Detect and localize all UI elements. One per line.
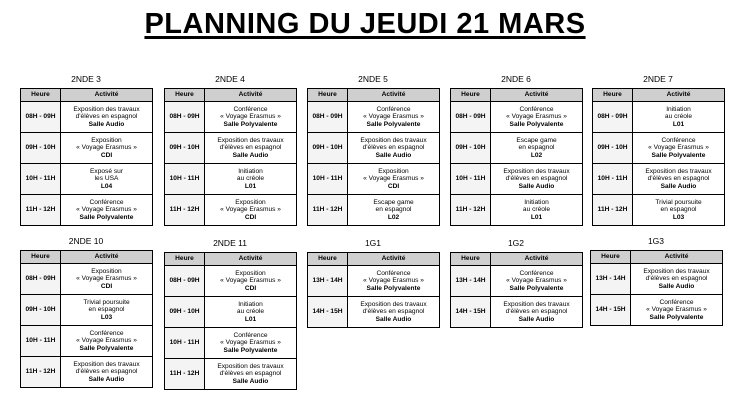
- activity-line: « Voyage Erasmus »: [648, 144, 709, 152]
- activity-room: L01: [530, 213, 543, 221]
- activity-line: Conférence: [376, 105, 411, 113]
- activity-cell: [491, 102, 583, 133]
- table-row: [21, 264, 153, 295]
- activity-cell: [205, 102, 297, 133]
- activity-line: Conférence: [89, 329, 124, 337]
- class-name: 2NDE 6: [501, 74, 531, 84]
- activity-cell: [61, 326, 153, 357]
- table-header-row: [308, 89, 440, 102]
- table-row: [21, 295, 153, 326]
- activity-line: Conférence: [519, 269, 554, 277]
- table-header-row: [451, 89, 583, 102]
- table-row: [593, 164, 725, 195]
- activity-cell: [631, 295, 723, 326]
- activity-room: Salle Audio: [88, 120, 125, 128]
- activity-line: « Voyage Erasmus »: [220, 206, 281, 214]
- schedule-table: [307, 88, 440, 226]
- activity-room: L02: [387, 213, 400, 221]
- time-slot: 09H - 10H: [308, 133, 348, 164]
- activity-line: « Voyage Erasmus »: [363, 277, 424, 285]
- time-slot: 14H - 15H: [591, 295, 631, 326]
- table-row: [591, 295, 723, 326]
- activity-room: L01: [244, 315, 257, 323]
- activity-line: en espagnol: [660, 206, 697, 214]
- activity-line: Conférence: [519, 105, 554, 113]
- table-header-row: [21, 89, 153, 102]
- activity-line: « Voyage Erasmus »: [363, 113, 424, 121]
- time-slot: 09H - 10H: [451, 133, 491, 164]
- activity-line: en espagnol: [518, 144, 555, 152]
- schedule-table: [450, 252, 583, 328]
- time-slot: 14H - 15H: [451, 297, 491, 328]
- activity-line: d'élèves en espagnol: [75, 368, 138, 376]
- time-slot: 09H - 10H: [165, 133, 205, 164]
- column-header-activite: Activité: [633, 89, 725, 102]
- activity-line: Exposition: [91, 136, 122, 144]
- table-row: [21, 357, 153, 388]
- time-slot: 08H - 09H: [308, 102, 348, 133]
- time-slot: 10H - 11H: [21, 164, 61, 195]
- activity-cell: [205, 297, 297, 328]
- activity-cell: [491, 164, 583, 195]
- schedule-table: [307, 252, 440, 328]
- activity-line: Exposition des travaux: [360, 136, 427, 144]
- table-header-row: [165, 89, 297, 102]
- activity-room: Salle Audio: [660, 182, 697, 190]
- class-name: 2NDE 11: [213, 238, 247, 248]
- activity-room: Salle Polyvalente: [79, 344, 134, 352]
- time-slot: 10H - 11H: [165, 328, 205, 359]
- activity-room: Salle Polyvalente: [223, 120, 278, 128]
- activity-cell: [633, 133, 725, 164]
- column-header-heure: Heure: [591, 251, 631, 264]
- activity-cell: [633, 164, 725, 195]
- column-header-heure: Heure: [21, 89, 61, 102]
- table-row: [165, 102, 297, 133]
- schedule-table: [20, 88, 153, 226]
- activity-line: Conférence: [233, 105, 268, 113]
- class-name: 2NDE 10: [68, 236, 104, 246]
- time-slot: 08H - 09H: [165, 102, 205, 133]
- schedule-table: [164, 252, 297, 390]
- activity-line: Initiation: [666, 105, 691, 113]
- activity-cell: [491, 195, 583, 226]
- column-header-activite: Activité: [205, 253, 297, 266]
- time-slot: 08H - 09H: [21, 102, 61, 133]
- activity-room: Salle Audio: [232, 377, 269, 385]
- activity-cell: [348, 266, 440, 297]
- activity-room: L01: [244, 182, 257, 190]
- activity-room: Salle Polyvalente: [509, 284, 564, 292]
- table-row: [308, 266, 440, 297]
- activity-line: Exposition: [235, 269, 266, 277]
- table-row: [451, 297, 583, 328]
- activity-line: au créole: [236, 308, 265, 316]
- activity-room: Salle Polyvalente: [79, 213, 134, 221]
- activity-cell: [61, 164, 153, 195]
- table-header-row: [21, 251, 153, 264]
- schedule-table: [164, 88, 297, 226]
- activity-room: Salle Polyvalente: [366, 120, 421, 128]
- activity-room: CDI: [100, 282, 113, 290]
- activity-line: Exposition: [235, 198, 266, 206]
- activity-cell: [633, 195, 725, 226]
- schedule-table: [20, 250, 153, 388]
- column-header-heure: Heure: [308, 89, 348, 102]
- table-row: [451, 195, 583, 226]
- table-row: [451, 266, 583, 297]
- table-row: [451, 102, 583, 133]
- activity-line: « Voyage Erasmus »: [646, 306, 707, 314]
- activity-line: Exposition des travaux: [643, 267, 710, 275]
- time-slot: 08H - 09H: [451, 102, 491, 133]
- activity-room: Salle Polyvalente: [509, 120, 564, 128]
- table-row: [308, 102, 440, 133]
- table-row: [451, 133, 583, 164]
- time-slot: 11H - 12H: [21, 357, 61, 388]
- class-name: 2NDE 4: [215, 74, 245, 84]
- table-row: [593, 102, 725, 133]
- column-header-activite: Activité: [491, 89, 583, 102]
- time-slot: 11H - 12H: [451, 195, 491, 226]
- activity-line: Exposition des travaux: [360, 300, 427, 308]
- class-name: 2NDE 5: [358, 74, 388, 84]
- activity-room: L01: [672, 120, 685, 128]
- activity-room: Salle Audio: [375, 315, 412, 323]
- time-slot: 09H - 10H: [21, 295, 61, 326]
- time-slot: 09H - 10H: [21, 133, 61, 164]
- column-header-activite: Activité: [205, 89, 297, 102]
- time-slot: 13H - 14H: [308, 266, 348, 297]
- activity-cell: [61, 133, 153, 164]
- activity-cell: [491, 266, 583, 297]
- page-title-text: PLANNING DU JEUDI 21 MARS: [144, 8, 586, 40]
- schedule-table: [450, 88, 583, 226]
- activity-cell: [348, 133, 440, 164]
- table-header-row: [308, 253, 440, 266]
- activity-line: d'élèves en espagnol: [505, 175, 568, 183]
- class-name: 1G2: [507, 238, 525, 248]
- activity-line: Exposition: [91, 267, 122, 275]
- activity-line: « Voyage Erasmus »: [220, 339, 281, 347]
- activity-room: Salle Audio: [232, 151, 269, 159]
- time-slot: 11H - 12H: [593, 195, 633, 226]
- activity-line: d'élèves en espagnol: [645, 275, 708, 283]
- activity-room: CDI: [387, 182, 400, 190]
- time-slot: 11H - 12H: [165, 195, 205, 226]
- activity-line: « Voyage Erasmus »: [506, 277, 567, 285]
- activity-line: Exposition des travaux: [503, 300, 570, 308]
- time-slot: 09H - 10H: [593, 133, 633, 164]
- activity-line: Initiation: [524, 198, 549, 206]
- time-slot: 10H - 11H: [21, 326, 61, 357]
- schedule-table: [590, 250, 723, 326]
- table-row: [451, 164, 583, 195]
- time-slot: 10H - 11H: [451, 164, 491, 195]
- activity-line: les USA: [94, 175, 119, 183]
- table-row: [165, 133, 297, 164]
- column-header-activite: Activité: [61, 89, 153, 102]
- time-slot: 13H - 14H: [451, 266, 491, 297]
- column-header-heure: Heure: [165, 253, 205, 266]
- table-row: [593, 133, 725, 164]
- time-slot: 13H - 14H: [591, 264, 631, 295]
- activity-cell: [348, 297, 440, 328]
- column-header-heure: Heure: [451, 253, 491, 266]
- table-row: [21, 102, 153, 133]
- activity-cell: [348, 195, 440, 226]
- table-header-row: [593, 89, 725, 102]
- activity-line: Initiation: [238, 300, 263, 308]
- activity-room: Salle Audio: [518, 315, 555, 323]
- time-slot: 10H - 11H: [593, 164, 633, 195]
- activity-room: L02: [530, 151, 543, 159]
- time-slot: 10H - 11H: [165, 164, 205, 195]
- activity-room: CDI: [100, 151, 113, 159]
- class-name: 1G3: [647, 236, 665, 246]
- activity-room: CDI: [244, 284, 257, 292]
- table-row: [308, 133, 440, 164]
- activity-line: d'élèves en espagnol: [505, 308, 568, 316]
- activity-cell: [61, 295, 153, 326]
- activity-room: L03: [672, 213, 685, 221]
- column-header-heure: Heure: [308, 253, 348, 266]
- time-slot: 11H - 12H: [308, 195, 348, 226]
- activity-cell: [633, 102, 725, 133]
- activity-line: d'élèves en espagnol: [219, 144, 282, 152]
- activity-line: Conférence: [376, 269, 411, 277]
- page-title: [0, 8, 730, 41]
- activity-room: Salle Polyvalente: [649, 313, 704, 321]
- activity-cell: [61, 357, 153, 388]
- activity-line: Conférence: [89, 198, 124, 206]
- activity-line: Exposé sur: [90, 167, 123, 175]
- activity-room: CDI: [244, 213, 257, 221]
- table-header-row: [451, 253, 583, 266]
- table-row: [21, 133, 153, 164]
- activity-line: d'élèves en espagnol: [75, 113, 138, 121]
- activity-room: Salle Audio: [88, 375, 125, 383]
- activity-line: Exposition des travaux: [217, 362, 284, 370]
- class-name: 2NDE 3: [71, 74, 101, 84]
- activity-line: Trivial poursuite: [83, 298, 130, 306]
- activity-line: au créole: [664, 113, 693, 121]
- time-slot: 09H - 10H: [165, 297, 205, 328]
- time-slot: 10H - 11H: [308, 164, 348, 195]
- activity-room: Salle Polyvalente: [651, 151, 706, 159]
- column-header-activite: Activité: [491, 253, 583, 266]
- table-header-row: [165, 253, 297, 266]
- column-header-activite: Activité: [61, 251, 153, 264]
- activity-room: Salle Polyvalente: [223, 346, 278, 354]
- activity-cell: [205, 266, 297, 297]
- activity-cell: [205, 328, 297, 359]
- activity-line: Exposition des travaux: [645, 167, 712, 175]
- activity-room: L04: [100, 182, 113, 190]
- table-row: [165, 359, 297, 390]
- time-slot: 08H - 09H: [21, 264, 61, 295]
- activity-line: Trivial poursuite: [655, 198, 702, 206]
- activity-cell: [61, 264, 153, 295]
- column-header-activite: Activité: [348, 253, 440, 266]
- activity-cell: [205, 164, 297, 195]
- table-row: [165, 328, 297, 359]
- table-row: [593, 195, 725, 226]
- activity-line: « Voyage Erasmus »: [363, 175, 424, 183]
- column-header-heure: Heure: [21, 251, 61, 264]
- schedule-table: [592, 88, 725, 226]
- table-row: [21, 326, 153, 357]
- activity-line: d'élèves en espagnol: [219, 370, 282, 378]
- time-slot: 11H - 12H: [165, 359, 205, 390]
- activity-cell: [348, 102, 440, 133]
- activity-cell: [631, 264, 723, 295]
- activity-line: « Voyage Erasmus »: [76, 337, 137, 345]
- activity-room: Salle Audio: [375, 151, 412, 159]
- table-row: [21, 164, 153, 195]
- activity-cell: [205, 359, 297, 390]
- table-row: [308, 297, 440, 328]
- table-row: [308, 195, 440, 226]
- activity-line: Exposition des travaux: [73, 360, 140, 368]
- activity-line: « Voyage Erasmus »: [220, 277, 281, 285]
- activity-line: Conférence: [233, 331, 268, 339]
- activity-line: Escape game: [373, 198, 414, 206]
- activity-line: Exposition des travaux: [73, 105, 140, 113]
- column-header-activite: Activité: [348, 89, 440, 102]
- activity-line: en espagnol: [375, 206, 412, 214]
- activity-line: en espagnol: [88, 306, 125, 314]
- time-slot: 08H - 09H: [165, 266, 205, 297]
- table-row: [165, 266, 297, 297]
- activity-cell: [205, 133, 297, 164]
- table-row: [165, 195, 297, 226]
- activity-cell: [205, 195, 297, 226]
- activity-line: « Voyage Erasmus »: [220, 113, 281, 121]
- table-row: [591, 264, 723, 295]
- activity-line: « Voyage Erasmus »: [506, 113, 567, 121]
- activity-cell: [61, 102, 153, 133]
- activity-cell: [491, 297, 583, 328]
- activity-cell: [491, 133, 583, 164]
- class-name: 2NDE 7: [643, 74, 673, 84]
- activity-cell: [61, 195, 153, 226]
- time-slot: 11H - 12H: [21, 195, 61, 226]
- table-row: [21, 195, 153, 226]
- activity-line: « Voyage Erasmus »: [76, 206, 137, 214]
- column-header-activite: Activité: [631, 251, 723, 264]
- activity-line: Conférence: [661, 136, 696, 144]
- activity-line: Conférence: [659, 298, 694, 306]
- time-slot: 14H - 15H: [308, 297, 348, 328]
- activity-room: Salle Audio: [658, 282, 695, 290]
- table-row: [165, 164, 297, 195]
- activity-line: Exposition des travaux: [503, 167, 570, 175]
- class-name: 1G1: [364, 238, 382, 248]
- activity-line: « Voyage Erasmus »: [76, 144, 137, 152]
- activity-room: Salle Polyvalente: [366, 284, 421, 292]
- activity-line: Exposition des travaux: [217, 136, 284, 144]
- activity-line: au créole: [236, 175, 265, 183]
- activity-room: Salle Audio: [518, 182, 555, 190]
- table-row: [308, 164, 440, 195]
- table-header-row: [591, 251, 723, 264]
- activity-line: au créole: [522, 206, 551, 214]
- activity-line: « Voyage Erasmus »: [76, 275, 137, 283]
- activity-room: L03: [100, 313, 113, 321]
- activity-line: Escape game: [516, 136, 557, 144]
- activity-line: d'élèves en espagnol: [362, 144, 425, 152]
- time-slot: 08H - 09H: [593, 102, 633, 133]
- column-header-heure: Heure: [451, 89, 491, 102]
- activity-cell: [348, 164, 440, 195]
- column-header-heure: Heure: [165, 89, 205, 102]
- table-row: [165, 297, 297, 328]
- activity-line: Initiation: [238, 167, 263, 175]
- column-header-heure: Heure: [593, 89, 633, 102]
- activity-line: Exposition: [378, 167, 409, 175]
- activity-line: d'élèves en espagnol: [647, 175, 710, 183]
- activity-line: d'élèves en espagnol: [362, 308, 425, 316]
